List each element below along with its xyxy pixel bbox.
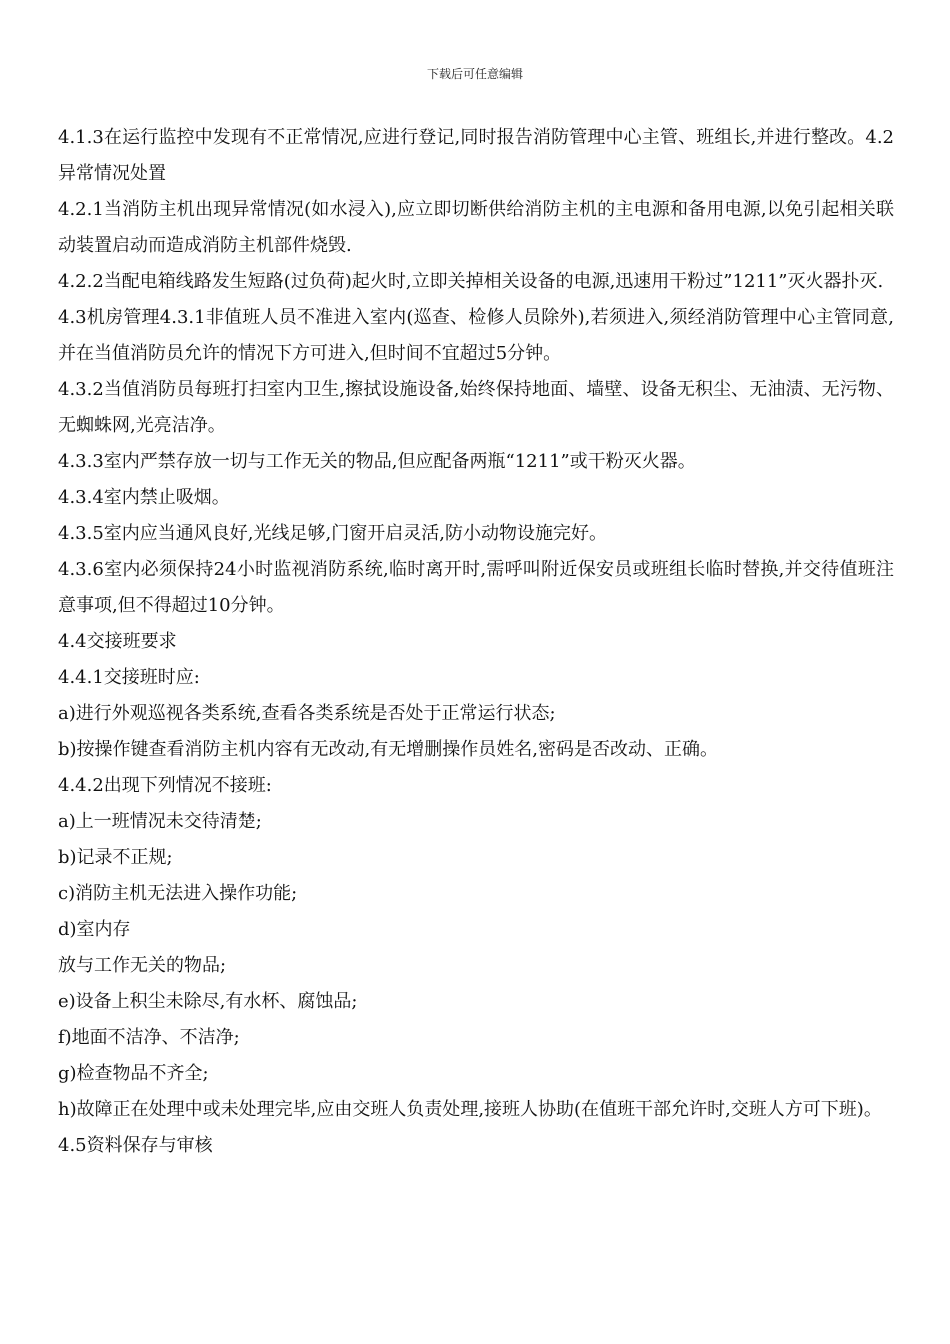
paragraph: 4.3.3室内严禁存放一切与工作无关的物品,但应配备两瓶“1211”或干粉灭火器。 (58, 451, 696, 472)
paragraph: 4.1.3在运行监控中发现有不正常情况,应进行登记,同时报告消防管理中心主管、班组长,并进行整改。4.2异常情况处置 (58, 127, 894, 184)
paragraph: 放与工作无关的物品; (58, 955, 227, 976)
paragraph: 4.4交接班要求 (58, 631, 177, 652)
paragraph: g)检查物品不齐全; (58, 1063, 209, 1084)
document-body (58, 120, 894, 1164)
paragraph: 4.4.2出现下列情况不接班: (58, 775, 272, 796)
paragraph: 4.2.2当配电箱线路发生短路(过负荷)起火时,立即关掉相关设备的电源,迅速用干粉过”1211”灭火器扑灭. (58, 271, 884, 292)
paragraph: b)按操作键查看消防主机内容有无改动,有无增删操作员姓名,密码是否改动、正确。 (58, 739, 718, 760)
paragraph: a)上一班情况未交待清楚; (58, 811, 262, 832)
paragraph: 4.3.6室内必须保持24小时监视消防系统,临时离开时,需呼叫附近保安员或班组长临时替换,并交待值班注意事项,但不得超过10分钟。 (58, 559, 894, 616)
paragraph: h)故障正在处理中或未处理完毕,应由交班人负责处理,接班人协助(在值班干部允许时,交班人方可下班)。 (58, 1099, 882, 1120)
paragraph: f)地面不洁净、不洁净; (58, 1027, 240, 1048)
paragraph: 4.5资料保存与审核 (58, 1135, 213, 1156)
paragraph: c)消防主机无法进入操作功能; (58, 883, 298, 904)
paragraph: 4.3.2当值消防员每班打扫室内卫生,擦拭设施设备,始终保持地面、墙壁、设备无积尘、无油渍、无污物、无蜘蛛网,光亮洁净。 (58, 379, 894, 436)
page-header-note: 下载后可任意编辑 (426, 67, 523, 81)
paragraph: 4.3机房管理4.3.1非值班人员不准进入室内(巡查、检修人员除外),若须进入,须经消防管理中心主管同意,并在当值消防员允许的情况下方可进入,但时间不宜超过5分钟。 (58, 307, 894, 364)
paragraph: a)进行外观巡视各类系统,查看各类系统是否处于正常运行状态; (58, 703, 556, 724)
paragraph: 4.2.1当消防主机出现异常情况(如水浸入),应立即切断供给消防主机的主电源和备用电源,以免引起相关联动装置启动而造成消防主机部件烧毁. (58, 199, 894, 256)
paragraph: 4.3.4室内禁止吸烟。 (58, 487, 230, 508)
paragraph: 4.3.5室内应当通风良好,光线足够,门窗开启灵活,防小动物设施完好。 (58, 523, 607, 544)
paragraph: b)记录不正规; (58, 847, 173, 868)
paragraph: e)设备上积尘未除尽,有水杯、腐蚀品; (58, 991, 358, 1012)
paragraph: d)室内存 (58, 919, 131, 940)
paragraph: 4.4.1交接班时应: (58, 667, 200, 688)
